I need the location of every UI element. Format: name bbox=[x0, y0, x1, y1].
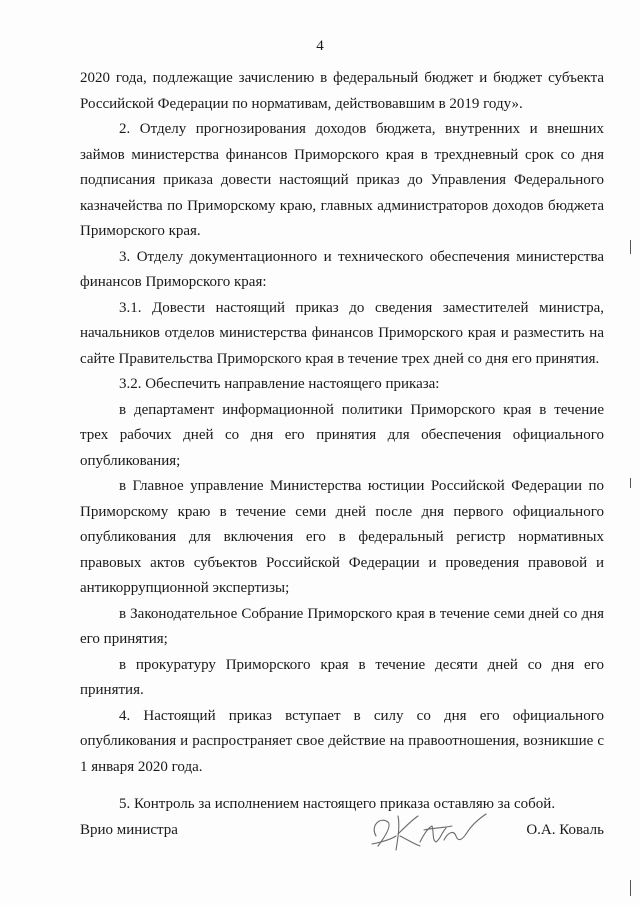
scan-edge-mark bbox=[630, 240, 631, 254]
paragraph-recipient-prosecutor: в прокуратуру Приморского края в течение десяти дней со дня его принятия. bbox=[80, 656, 604, 698]
paragraph-item-3-1: 3.1. Довести настоящий приказ до сведения заместителей министра, начальников отделов министерства финансов Приморского края и разместить на сайте Правительства Приморского края в течение трех дней со дня его принятия. bbox=[80, 299, 604, 367]
paragraph-recipient-info-policy: в департамент информационной политики Приморского края в течение трех рабочих дней со дня его принятия для обеспечения официального опубликования; bbox=[80, 401, 604, 469]
scan-edge-mark bbox=[630, 478, 631, 488]
signatory-position: Врио министра bbox=[80, 822, 178, 838]
paragraph-item-2: 2. Отделу прогнозирования доходов бюджета, внутренних и внешних займов министерства финансов Приморского края в трехдневный срок со дня подписания приказа довести настоящий приказ до Управления Федерального казначейства по Приморскому краю, главных администраторов доходов бюджета Приморского края. bbox=[80, 121, 604, 239]
page-number: 4 bbox=[316, 38, 324, 54]
handwritten-signature bbox=[362, 806, 492, 858]
signatory-name: О.А. Коваль bbox=[526, 822, 604, 838]
paragraph-item-5: 5. Контроль за исполнением настоящего приказа оставляю за собой. bbox=[119, 796, 556, 812]
paragraph-recipient-justice: в Главное управление Министерства юстиции Российской Федерации по Приморскому краю в течение семи дней после дня первого официального опубликования для включения его в федеральный регистр нормативных правовых актов субъектов Российской Федерации и проведения правовой и антикоррупционной экспертизы; bbox=[80, 478, 604, 596]
paragraph-item-3: 3. Отделу документационного и технического обеспечения министерства финансов Приморского края: bbox=[80, 248, 604, 290]
paragraph-item-4: 4. Настоящий приказ вступает в силу со дня его официального опубликования и распространяет свое действие на правоотношения, возникшие с 1 января 2020 года. bbox=[80, 707, 604, 775]
signature-block bbox=[80, 822, 604, 852]
document-body bbox=[80, 66, 604, 818]
scan-edge-mark bbox=[630, 880, 631, 896]
paragraph-continuation: 2020 года, подлежащие зачислению в федеральный бюджет и бюджет субъекта Российской Федерации по нормативам, действовавшим в 2019 году». bbox=[80, 70, 604, 112]
paragraph-recipient-assembly: в Законодательное Собрание Приморского края в течение семи дней со дня его принятия; bbox=[80, 605, 604, 647]
paragraph-item-3-2: 3.2. Обеспечить направление настоящего приказа: bbox=[119, 376, 440, 392]
